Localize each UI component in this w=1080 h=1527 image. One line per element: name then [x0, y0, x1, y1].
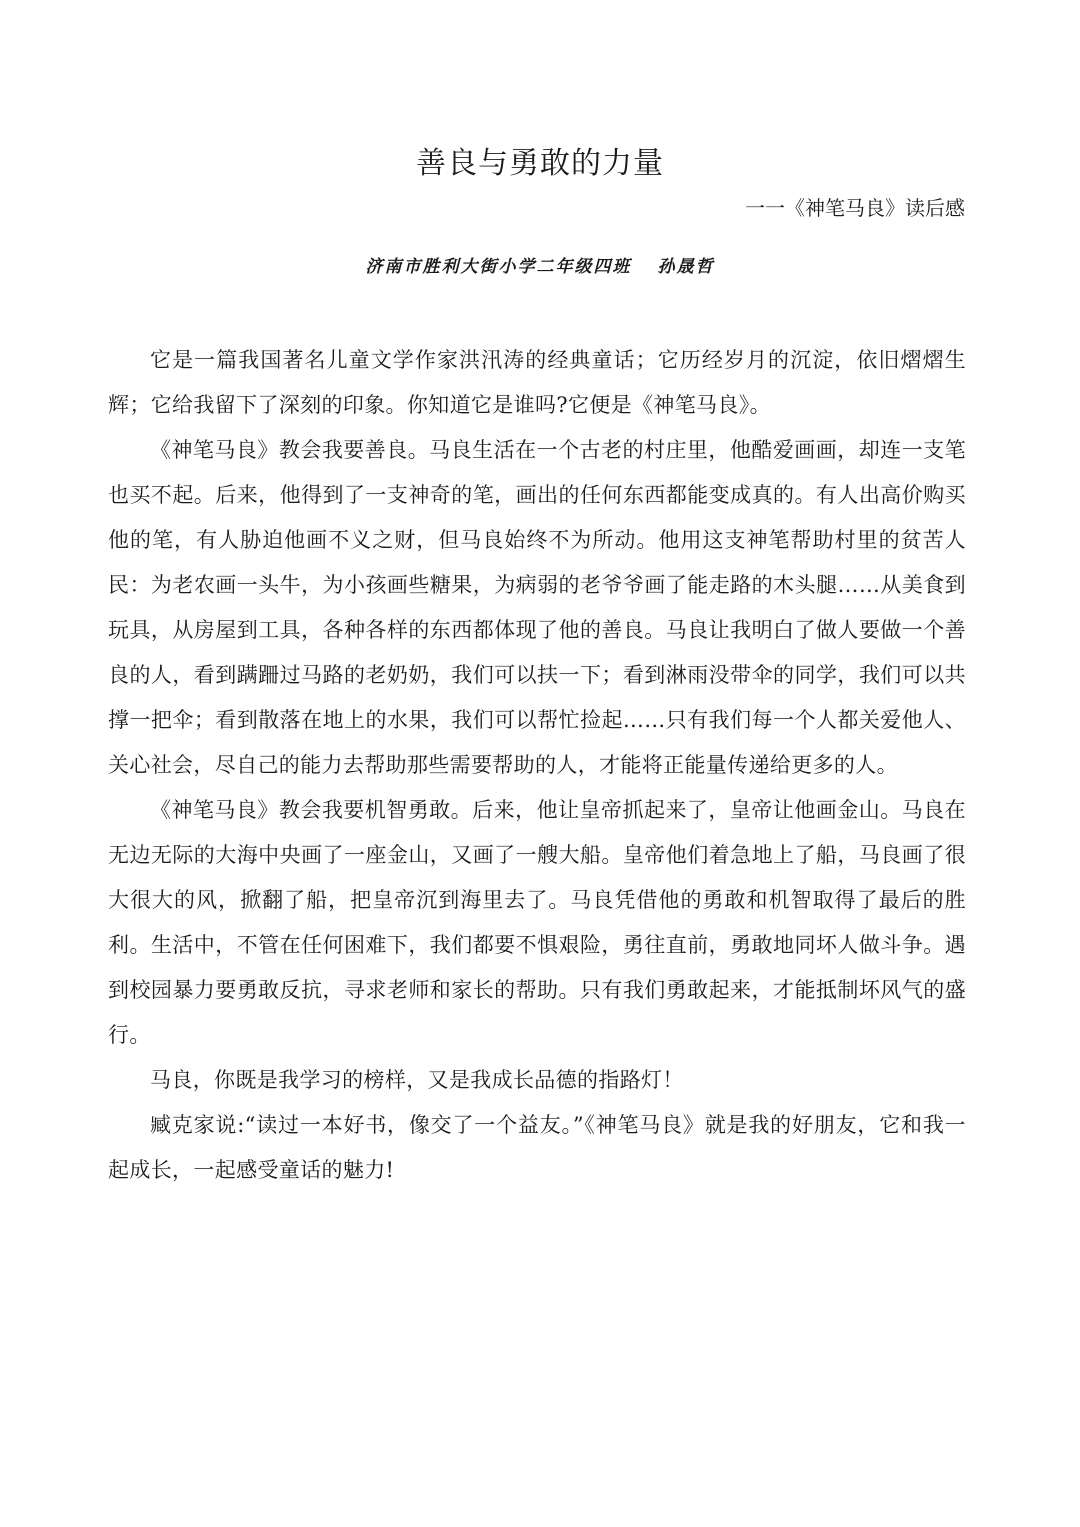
- paragraph: 臧克家说:“读过一本好书，像交了一个益友。”《神笔马良》就是我的好朋友，它和我一起成长，一起感受童话的魅力!: [108, 1113, 966, 1182]
- author-school: 济南市胜利大街小学二年级四班: [365, 257, 632, 277]
- author-line: [0, 252, 1080, 282]
- essay-title: 善良与勇敢的力量: [416, 146, 664, 181]
- paragraph: 《神笔马良》教会我要机智勇敢。后来，他让皇帝抓起来了，皇帝让他画金山。马良在无边无际的大海中央画了一座金山，又画了一艘大船。皇帝他们着急地上了船，马良画了很大很大的风，掀翻了船，把皇帝沉到海里去了。马良凭借他的勇敢和机智取得了最后的胜利。生活中，不管在任何困难下，我们都要不惧艰险，勇往直前，勇敢地同坏人做斗争。遇到校园暴力要勇敢反抗，寻求老师和家长的帮助。只有我们勇敢起来，才能抵制坏风气的盛行。: [108, 798, 966, 1047]
- paragraph: 《神笔马良》教会我要善良。马良生活在一个古老的村庄里，他酷爱画画，却连一支笔也买不起。后来，他得到了一支神奇的笔，画出的任何东西都能变成真的。有人出高价购买他的笔，有人胁迫他画不义之财，但马良始终不为所动。他用这支神笔帮助村里的贫苦人民：为老农画一头牛，为小孩画些糖果，为病弱的老爷爷画了能走路的木头腿……从美食到玩具，从房屋到工具，各种各样的东西都体现了他的善良。马良让我明白了做人要做一个善良的人，看到蹒跚过马路的老奶奶，我们可以扶一下；看到淋雨没带伞的同学，我们可以共撑一把伞；看到散落在地上的水果，我们可以帮忙捡起……只有我们每一个人都关爱他人、关心社会，尽自己的能力去帮助那些需要帮助的人，才能将正能量传递给更多的人。: [108, 438, 966, 777]
- paragraph: 它是一篇我国著名儿童文学作家洪汛涛的经典童话；它历经岁月的沉淀，依旧熠熠生辉；它给我留下了深刻的印象。你知道它是谁吗?它便是《神笔马良》。: [108, 348, 966, 417]
- paragraph: 马良，你既是我学习的榜样，又是我成长品德的指路灯！: [150, 1068, 684, 1092]
- essay-subtitle: 一一《神笔马良》读后感: [745, 196, 965, 220]
- author-name: 孙晟哲: [657, 257, 715, 277]
- essay-body: [108, 338, 966, 1193]
